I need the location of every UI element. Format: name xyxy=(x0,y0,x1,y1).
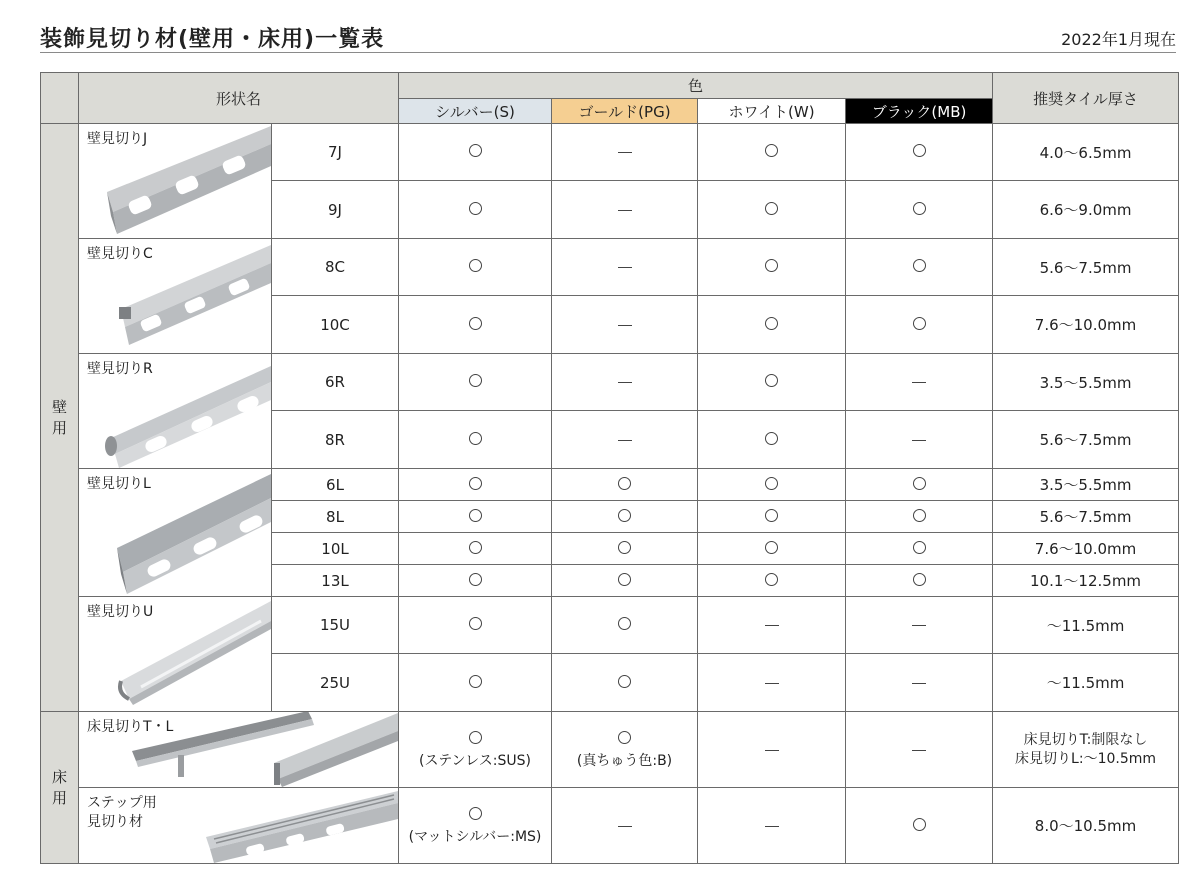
available-mark xyxy=(469,202,482,215)
unavailable-mark xyxy=(618,440,632,441)
white-cell xyxy=(698,597,846,654)
header-blank-cell xyxy=(41,73,79,124)
unavailable-mark xyxy=(765,625,779,626)
black-cell xyxy=(846,296,993,354)
size-cell: 6L xyxy=(272,469,399,501)
table-row xyxy=(41,712,1179,788)
thickness-cell: 6.6〜9.0mm xyxy=(993,181,1179,239)
available-mark xyxy=(913,259,926,272)
size-cell: 8R xyxy=(272,411,399,469)
size-cell: 6R xyxy=(272,354,399,411)
available-mark xyxy=(913,573,926,586)
available-mark xyxy=(765,374,778,387)
gold-cell xyxy=(552,533,698,565)
unavailable-mark xyxy=(765,750,779,751)
unavailable-mark xyxy=(618,325,632,326)
lineup-table xyxy=(40,72,1179,864)
table-row xyxy=(41,597,1179,654)
shape-label: 壁見切りR xyxy=(87,361,153,377)
header-black: ブラック(MB) xyxy=(846,99,993,124)
thickness-cell: 5.6〜7.5mm xyxy=(993,501,1179,533)
available-mark xyxy=(913,509,926,522)
size-cell: 7J xyxy=(272,124,399,181)
shape-wall-r xyxy=(79,354,272,469)
available-mark xyxy=(913,317,926,330)
available-mark xyxy=(765,573,778,586)
silver-cell xyxy=(399,469,552,501)
table-row xyxy=(41,788,1179,864)
black-cell xyxy=(846,411,993,469)
available-mark xyxy=(913,541,926,554)
thickness-cell: 〜11.5mm xyxy=(993,597,1179,654)
thickness-cell: 〜11.5mm xyxy=(993,654,1179,712)
silver-cell xyxy=(399,239,552,296)
shape-label: 壁見切りJ xyxy=(87,131,148,147)
gold-cell xyxy=(552,597,698,654)
gold-cell xyxy=(552,354,698,411)
available-mark xyxy=(469,573,482,586)
table-row xyxy=(41,239,1179,296)
profile-step-image xyxy=(198,788,398,864)
available-mark xyxy=(913,818,926,831)
black-cell xyxy=(846,712,993,788)
header-shape-name: 形状名 xyxy=(79,73,399,124)
size-cell: 9J xyxy=(272,181,399,239)
gold-cell xyxy=(552,501,698,533)
available-mark xyxy=(618,617,631,630)
available-mark xyxy=(469,259,482,272)
size-cell: 8C xyxy=(272,239,399,296)
silver-note: (マットシルバー:MS) xyxy=(408,828,542,845)
white-cell xyxy=(698,565,846,597)
white-cell xyxy=(698,712,846,788)
table-row xyxy=(41,354,1179,411)
header-gold: ゴールド(PG) xyxy=(552,99,698,124)
shape-floor-tl xyxy=(79,712,399,788)
thickness-cell: 3.5〜5.5mm xyxy=(993,354,1179,411)
available-mark xyxy=(913,202,926,215)
unavailable-mark xyxy=(618,826,632,827)
unavailable-mark xyxy=(765,683,779,684)
gold-cell xyxy=(552,788,698,864)
gold-cell xyxy=(552,712,698,788)
available-mark xyxy=(618,541,631,554)
unavailable-mark xyxy=(618,267,632,268)
white-cell xyxy=(698,354,846,411)
shape-wall-c xyxy=(79,239,272,354)
thickness-cell: 5.6〜7.5mm xyxy=(993,411,1179,469)
available-mark xyxy=(469,509,482,522)
wall-group-text: 壁 用 xyxy=(51,397,67,437)
silver-cell xyxy=(399,788,552,864)
gold-cell xyxy=(552,181,698,239)
size-cell: 10L xyxy=(272,533,399,565)
black-cell xyxy=(846,654,993,712)
thickness-cell: 4.0〜6.5mm xyxy=(993,124,1179,181)
unavailable-mark xyxy=(618,210,632,211)
white-cell xyxy=(698,411,846,469)
header-white: ホワイト(W) xyxy=(698,99,846,124)
thickness-line-t: 床見切りT:制限なし xyxy=(1023,731,1148,748)
available-mark xyxy=(469,374,482,387)
available-mark xyxy=(469,675,482,688)
available-mark xyxy=(913,144,926,157)
black-cell xyxy=(846,788,993,864)
floor-group-label xyxy=(41,712,79,864)
as-of-date: 2022年1月現在 xyxy=(1061,30,1176,49)
available-mark xyxy=(765,259,778,272)
table-row xyxy=(41,124,1179,181)
silver-cell xyxy=(399,565,552,597)
gold-cell xyxy=(552,239,698,296)
thickness-cell: 8.0〜10.5mm xyxy=(993,788,1179,864)
available-mark xyxy=(618,477,631,490)
header-color-group: 色 xyxy=(399,73,993,99)
available-mark xyxy=(618,675,631,688)
gold-cell xyxy=(552,124,698,181)
shape-label: ステップ用 見切り材 xyxy=(87,795,157,830)
white-cell xyxy=(698,533,846,565)
shape-label: 壁見切りU xyxy=(87,604,154,620)
thickness-cell: 5.6〜7.5mm xyxy=(993,239,1179,296)
silver-note: (ステンレス:SUS) xyxy=(419,752,531,769)
shape-wall-j xyxy=(79,124,272,239)
unavailable-mark xyxy=(618,152,632,153)
available-mark xyxy=(618,731,631,744)
shape-wall-u xyxy=(79,597,272,712)
table-row xyxy=(41,469,1179,501)
silver-cell xyxy=(399,501,552,533)
black-cell xyxy=(846,469,993,501)
white-cell xyxy=(698,469,846,501)
silver-cell xyxy=(399,181,552,239)
unavailable-mark xyxy=(618,382,632,383)
black-cell xyxy=(846,124,993,181)
available-mark xyxy=(913,477,926,490)
shape-wall-l xyxy=(79,469,272,597)
available-mark xyxy=(765,509,778,522)
black-cell xyxy=(846,533,993,565)
silver-cell xyxy=(399,597,552,654)
available-mark xyxy=(765,144,778,157)
shape-label: 床見切りT・L xyxy=(87,719,174,735)
unavailable-mark xyxy=(912,440,926,441)
shape-label: 壁見切りL xyxy=(87,476,151,492)
shape-floor-step xyxy=(79,788,399,864)
available-mark xyxy=(765,477,778,490)
white-cell xyxy=(698,788,846,864)
available-mark xyxy=(469,731,482,744)
silver-cell xyxy=(399,411,552,469)
available-mark xyxy=(469,541,482,554)
black-cell xyxy=(846,501,993,533)
thickness-cell: 3.5〜5.5mm xyxy=(993,469,1179,501)
silver-cell xyxy=(399,533,552,565)
gold-cell xyxy=(552,296,698,354)
size-cell: 10C xyxy=(272,296,399,354)
thickness-line-l: 床見切りL:〜10.5mm xyxy=(1015,750,1157,767)
available-mark xyxy=(469,477,482,490)
gold-cell xyxy=(552,411,698,469)
unavailable-mark xyxy=(912,750,926,751)
unavailable-mark xyxy=(912,683,926,684)
white-cell xyxy=(698,654,846,712)
gold-note: (真ちゅう色:B) xyxy=(576,752,673,769)
thickness-cell: 7.6〜10.0mm xyxy=(993,296,1179,354)
available-mark xyxy=(469,617,482,630)
silver-cell xyxy=(399,296,552,354)
white-cell xyxy=(698,239,846,296)
size-cell: 8L xyxy=(272,501,399,533)
title-divider xyxy=(40,52,1176,53)
header-tile-thickness: 推奨タイル厚さ xyxy=(993,73,1179,124)
available-mark xyxy=(765,432,778,445)
gold-cell xyxy=(552,654,698,712)
black-cell xyxy=(846,354,993,411)
thickness-cell: 7.6〜10.0mm xyxy=(993,533,1179,565)
white-cell xyxy=(698,501,846,533)
available-mark xyxy=(765,317,778,330)
size-cell: 15U xyxy=(272,597,399,654)
unavailable-mark xyxy=(912,625,926,626)
silver-cell xyxy=(399,124,552,181)
available-mark xyxy=(765,202,778,215)
black-cell xyxy=(846,181,993,239)
floor-group-text: 床 用 xyxy=(51,767,67,807)
size-cell: 25U xyxy=(272,654,399,712)
page-title: 装飾見切り材(壁用・床用)一覧表 xyxy=(40,27,385,52)
black-cell xyxy=(846,565,993,597)
available-mark xyxy=(765,541,778,554)
thickness-cell: 10.1〜12.5mm xyxy=(993,565,1179,597)
silver-cell xyxy=(399,712,552,788)
gold-cell xyxy=(552,565,698,597)
unavailable-mark xyxy=(765,826,779,827)
unavailable-mark xyxy=(912,382,926,383)
white-cell xyxy=(698,181,846,239)
available-mark xyxy=(618,509,631,522)
silver-cell xyxy=(399,654,552,712)
available-mark xyxy=(469,432,482,445)
black-cell xyxy=(846,597,993,654)
header-silver: シルバー(S) xyxy=(399,99,552,124)
white-cell xyxy=(698,296,846,354)
gold-cell xyxy=(552,469,698,501)
black-cell xyxy=(846,239,993,296)
available-mark xyxy=(469,807,482,820)
size-cell: 13L xyxy=(272,565,399,597)
shape-label: 壁見切りC xyxy=(87,246,153,262)
available-mark xyxy=(469,317,482,330)
available-mark xyxy=(469,144,482,157)
thickness-cell xyxy=(993,712,1179,788)
available-mark xyxy=(618,573,631,586)
silver-cell xyxy=(399,354,552,411)
white-cell xyxy=(698,124,846,181)
wall-group-label xyxy=(41,124,79,712)
